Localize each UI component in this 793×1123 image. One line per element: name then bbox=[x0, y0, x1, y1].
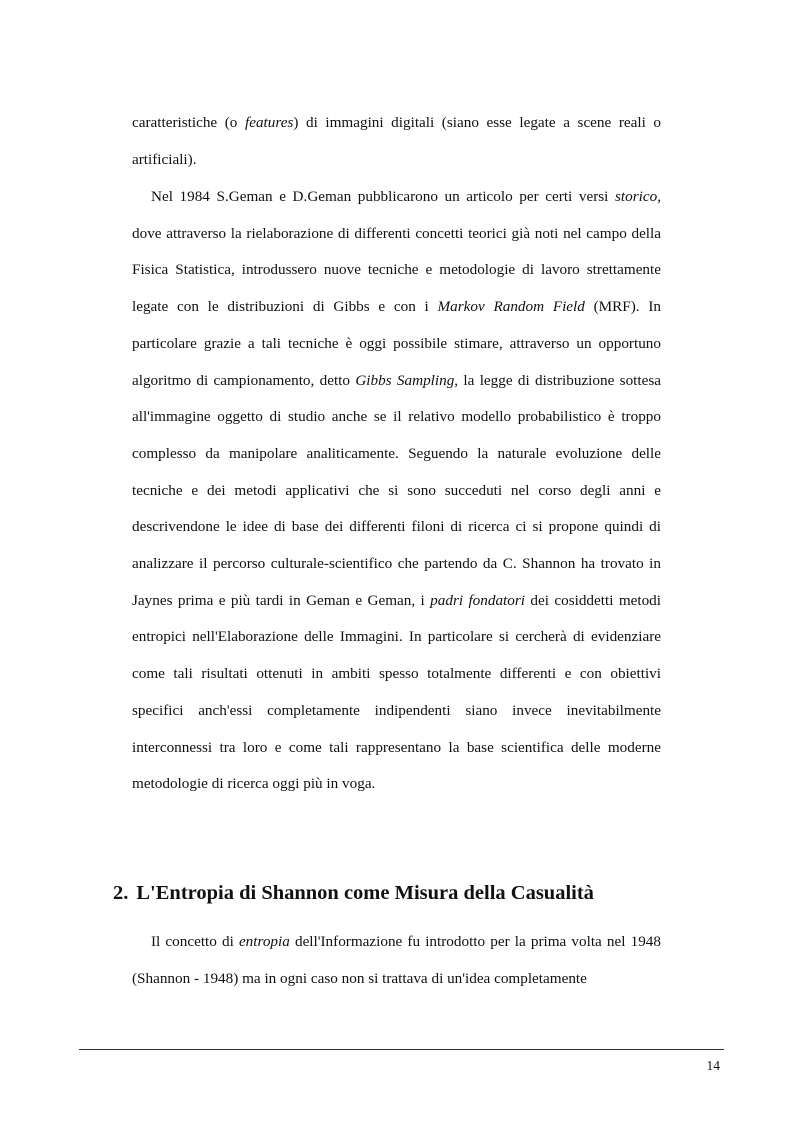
section-title: L'Entropia di Shannon come Misura della Casualità bbox=[136, 882, 594, 904]
italic-term: entropia bbox=[238, 933, 290, 950]
paragraph-text: (MRF). In particolare grazie a tali tecniche è oggi possibile stimare, attraverso un opportuno algoritmo di campionamento, detto bbox=[132, 298, 661, 389]
paragraph bbox=[132, 179, 661, 803]
paragraph bbox=[132, 924, 661, 997]
paragraph-text: , la legge di distribuzione sottesa all'immagine oggetto di studio anche se il relativo modello probabilistico è troppo complesso da manipolare analiticamente. Seguendo la naturale evoluzione delle tecniche e dei metodi applicativi che si sono succeduti nel corso degli anni e descrivendone le idee di base dei differenti filoni di ricerca ci si propone quindi di analizzare il percorso culturale-scientifico che partendo da C. Shannon ha trovato in Jaynes prima e più tardi in Geman e Geman, i bbox=[132, 371, 661, 609]
italic-term: Gibbs Sampling bbox=[355, 371, 455, 389]
paragraph-text: dell'Informazione fu introdotto per la prima volta nel 1948 (Shannon - 1948) ma in ogni caso non si trattava di un'idea completamente bbox=[132, 933, 661, 987]
paragraph-text: dei cosiddetti metodi entropici nell'Elaborazione delle Immagini. In particolare si cercherà di evidenziare come tali risultati ottenuti in ambiti spesso totalmente differenti e con obiettivi specifici anch'essi completamente indipendenti siano invece inevitabilmente interconnessi tra loro e come tali rappresentano la base scientifica delle moderne metodologie di ricerca oggi più in voga. bbox=[132, 591, 661, 793]
paragraph-text: , dove attraverso la rielaborazione di differenti concetti teorici già noti nel campo della Fisica Statistica, introdussero nuove tecniche e metodologie di lavoro strettamente legate con le distribuzioni di Gibbs e con i bbox=[132, 188, 661, 316]
italic-term: padri fondatori bbox=[430, 591, 526, 609]
paragraph-text: Nel 1984 S.Geman e D.Geman pubblicarono un articolo per certi versi bbox=[151, 188, 615, 205]
italic-term: Markov Random Field bbox=[437, 298, 585, 316]
paragraph-text: Il concetto di bbox=[151, 933, 239, 950]
footer-divider bbox=[79, 1049, 724, 1050]
paragraph-text: ) di immagini digitali (siano esse legate a scene reali o artificiali). bbox=[132, 114, 661, 168]
section-heading bbox=[113, 882, 594, 905]
italic-term: features bbox=[244, 114, 294, 131]
paragraph-text: caratteristiche (o bbox=[132, 114, 245, 131]
italic-term: storico bbox=[615, 188, 658, 205]
section-number: 2. bbox=[113, 882, 129, 904]
page-number: 14 bbox=[706, 1058, 720, 1073]
paragraph bbox=[132, 105, 661, 178]
